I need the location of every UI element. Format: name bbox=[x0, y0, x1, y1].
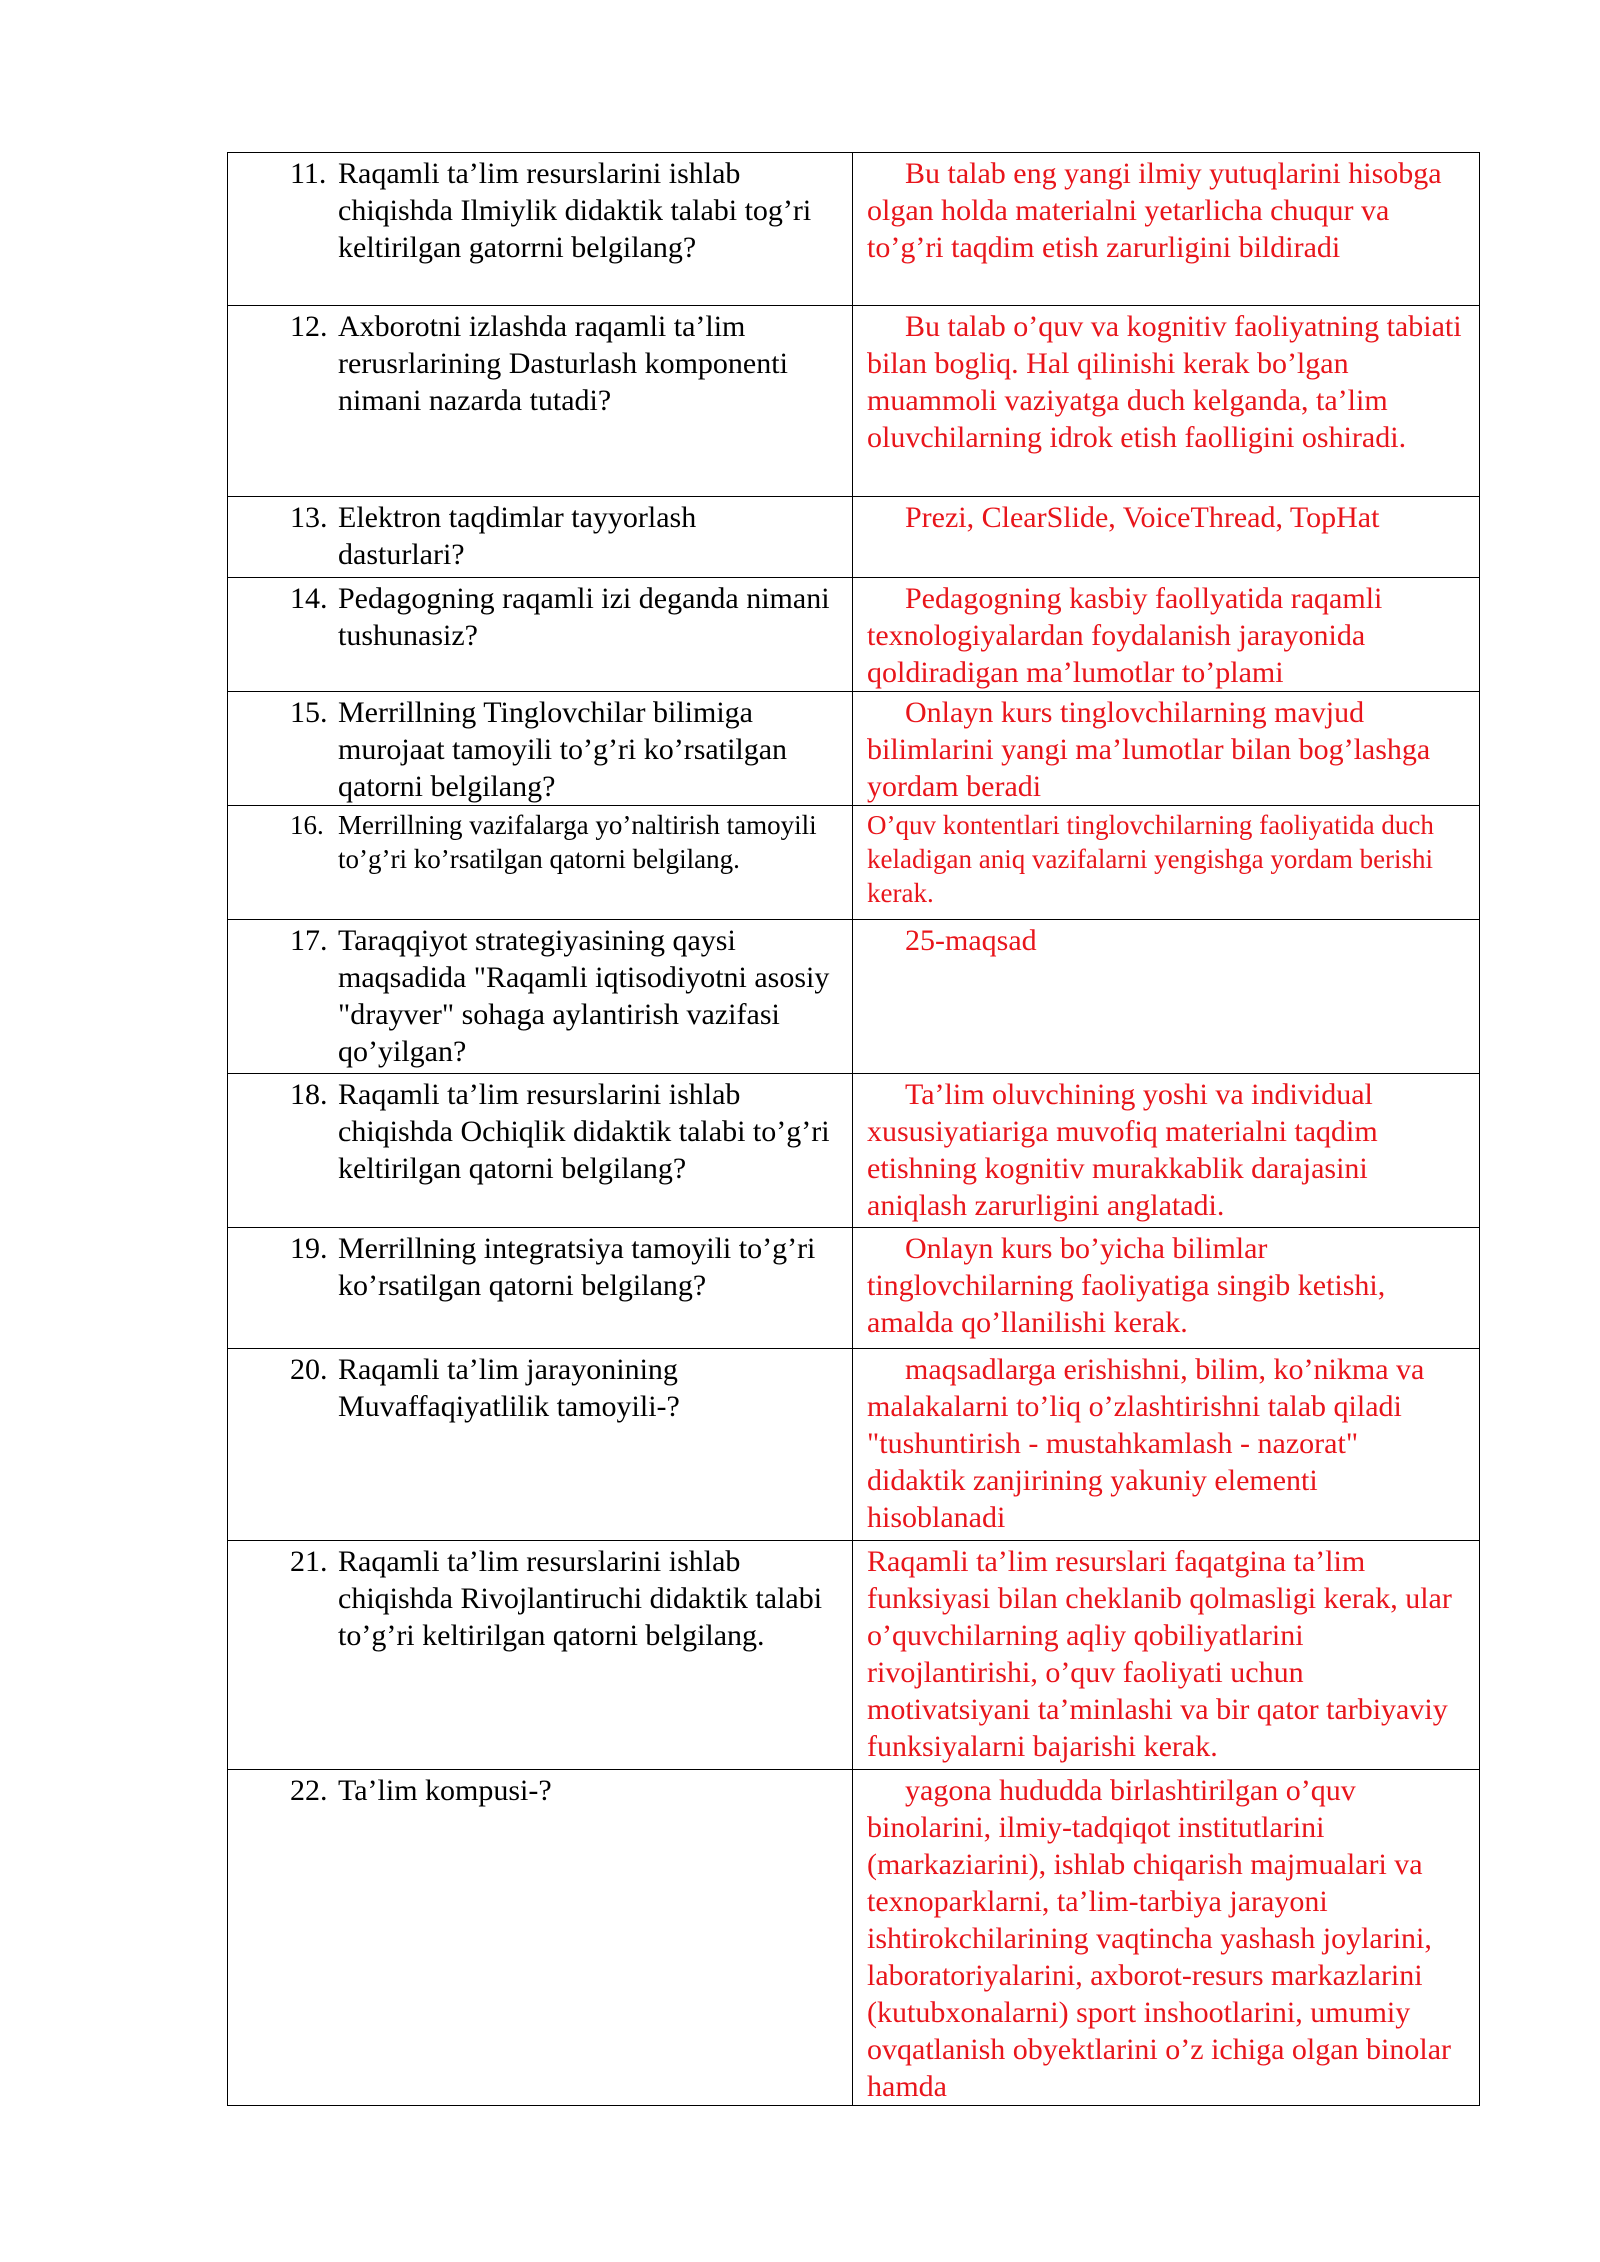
question-text: Raqamli ta’lim resurslarini ishlab chiqishda Ochiqlik didaktik talabi to’g’ri keltirilgan qatorni belgilang? bbox=[338, 1078, 830, 1185]
answer-text: Raqamli ta’lim resurslari faqatgina ta’lim funksiyasi bilan cheklanib qolmasligi kerak, ular o’quvchilarning aqliy qobiliyatlarini rivojlantirishi, o’quv faoliyati uchun motivatsiyani ta’minlashi va bir qator tarbiyaviy funksiyalarni bajarishi kerak. bbox=[867, 1545, 1452, 1763]
table-row bbox=[228, 1770, 1480, 2106]
answer-text: Pedagogning kasbiy faollyatida raqamli texnologiyalardan foydalanish jarayonida qoldiradigan ma’lumotlar to’plami bbox=[867, 582, 1383, 689]
question-cell bbox=[228, 806, 853, 920]
answer-text: Onlayn kurs bo’yicha bilimlar tinglovchilarning faoliyatiga singib ketishi, amalda qo’llanilishi kerak. bbox=[867, 1232, 1386, 1339]
answer-cell bbox=[853, 920, 1480, 1074]
question-text: Merrillning Tinglovchilar bilimiga murojaat tamoyili to’g’ri ko’rsatilgan qatorni belgilang? bbox=[338, 696, 788, 803]
question-cell bbox=[228, 920, 853, 1074]
question-number: 20. bbox=[290, 1353, 328, 1386]
question-number: 17. bbox=[290, 924, 328, 957]
question-text: Pedagogning raqamli izi deganda nimani tushunasiz? bbox=[338, 582, 830, 652]
table-row bbox=[228, 1541, 1480, 1770]
question-number: 13. bbox=[290, 501, 328, 534]
table-row bbox=[228, 153, 1480, 306]
table-row bbox=[228, 1228, 1480, 1349]
question-number: 15. bbox=[290, 696, 328, 729]
question-text: Ta’lim kompusi-? bbox=[338, 1774, 552, 1807]
question-cell bbox=[228, 1074, 853, 1228]
answer-cell bbox=[853, 1228, 1480, 1349]
question-cell bbox=[228, 692, 853, 806]
answer-cell bbox=[853, 578, 1480, 692]
question-text: Taraqqiyot strategiyasining qaysi maqsadida "Raqamli iqtisodiyotni asosiy "drayver" sohaga aylantirish vazifasi qo’yilgan? bbox=[338, 924, 830, 1068]
table-row bbox=[228, 920, 1480, 1074]
question-cell bbox=[228, 1228, 853, 1349]
question-number: 14. bbox=[290, 582, 328, 615]
question-number: 22. bbox=[290, 1774, 328, 1807]
answer-cell bbox=[853, 1074, 1480, 1228]
question-cell bbox=[228, 153, 853, 306]
table-row bbox=[228, 692, 1480, 806]
question-number: 18. bbox=[290, 1078, 328, 1111]
answer-cell bbox=[853, 306, 1480, 497]
answer-text: Ta’lim oluvchining yoshi va individual xususiyatiariga muvofiq materialni taqdim etishning kognitiv murakkablik darajasini aniqlash zarurligini anglatadi. bbox=[867, 1078, 1378, 1222]
answer-cell bbox=[853, 692, 1480, 806]
answer-text: yagona hududda birlashtirilgan o’quv binolarini, ilmiy-tadqiqot institutlarini (markaziarini), ishlab chiqarish majmualari va texnoparklarni, ta’lim-tarbiya jarayoni ishtirokchilarining vaqtincha yashash joylarini, laboratoriyalarini, axborot-resurs markazlarini (kutubxonalarni) sport inshootlarini, umumiy ovqatlanish obyektlarini o’z ichiga olgan binolar hamda bbox=[867, 1774, 1452, 2103]
table-row bbox=[228, 306, 1480, 497]
question-number: 16. bbox=[290, 810, 324, 840]
question-number: 19. bbox=[290, 1232, 328, 1265]
qa-table bbox=[227, 152, 1480, 2106]
answer-text: maqsadlarga erishishni, bilim, ko’nikma va malakalarni to’liq o’zlashtirishni talab qiladi "tushuntirish - mustahkamlash - nazorat" didaktik zanjirining yakuniy elementi hisoblanadi bbox=[867, 1353, 1425, 1534]
question-cell bbox=[228, 497, 853, 578]
answer-cell bbox=[853, 1349, 1480, 1541]
answer-text: Onlayn kurs tinglovchilarning mavjud bilimlarini yangi ma’lumotlar bilan bog’lashga yordam beradi bbox=[867, 696, 1431, 803]
answer-cell bbox=[853, 1770, 1480, 2106]
question-cell bbox=[228, 1541, 853, 1770]
question-number: 11. bbox=[290, 157, 327, 190]
question-text: Raqamli ta’lim resurslarini ishlab chiqishda Ilmiylik didaktik talabi tog’ri keltirilgan gatorrni belgilang? bbox=[338, 157, 812, 264]
answer-text: Prezi, ClearSlide, VoiceThread, TopHat bbox=[905, 501, 1380, 534]
question-cell bbox=[228, 578, 853, 692]
answer-text: 25-maqsad bbox=[905, 924, 1037, 957]
question-text: Elektron taqdimlar tayyorlash dasturlari? bbox=[338, 501, 697, 571]
table-row bbox=[228, 497, 1480, 578]
question-text: Merrillning integratsiya tamoyili to’g’ri ko’rsatilgan qatorni belgilang? bbox=[338, 1232, 816, 1302]
answer-cell bbox=[853, 806, 1480, 920]
question-number: 21. bbox=[290, 1545, 328, 1578]
answer-cell bbox=[853, 1541, 1480, 1770]
question-text: Merrillning vazifalarga yo’naltirish tamoyili to’g’ri ko’rsatilgan qatorni belgilang. bbox=[338, 810, 817, 874]
answer-text: O’quv kontentlari tinglovchilarning faoliyatida duch keladigan aniq vazifalarni yengishga yordam berishi kerak. bbox=[867, 810, 1434, 908]
answer-cell bbox=[853, 153, 1480, 306]
question-cell bbox=[228, 1349, 853, 1541]
answer-cell bbox=[853, 497, 1480, 578]
question-number: 12. bbox=[290, 310, 328, 343]
question-text: Axborotni izlashda raqamli ta’lim rerusrlarining Dasturlash komponenti nimani nazarda tutadi? bbox=[338, 310, 788, 417]
answer-text: Bu talab o’quv va kognitiv faoliyatning tabiati bilan bogliq. Hal qilinishi kerak bo’lgan muammoli vaziyatga duch kelganda, ta’lim oluvchilarning idrok etish faolligini oshiradi. bbox=[867, 310, 1462, 454]
question-cell bbox=[228, 306, 853, 497]
table-row bbox=[228, 1349, 1480, 1541]
question-text: Raqamli ta’lim jarayonining Muvaffaqiyatlilik tamoyili-? bbox=[338, 1353, 680, 1423]
question-text: Raqamli ta’lim resurslarini ishlab chiqishda Rivojlantiruchi didaktik talabi to’g’ri keltirilgan qatorni belgilang. bbox=[338, 1545, 823, 1652]
question-cell bbox=[228, 1770, 853, 2106]
table-row bbox=[228, 578, 1480, 692]
table-row bbox=[228, 1074, 1480, 1228]
table-row bbox=[228, 806, 1480, 920]
answer-text: Bu talab eng yangi ilmiy yutuqlarini hisobga olgan holda materialni yetarlicha chuqur va to’g’ri taqdim etish zarurligini bildiradi bbox=[867, 157, 1442, 264]
